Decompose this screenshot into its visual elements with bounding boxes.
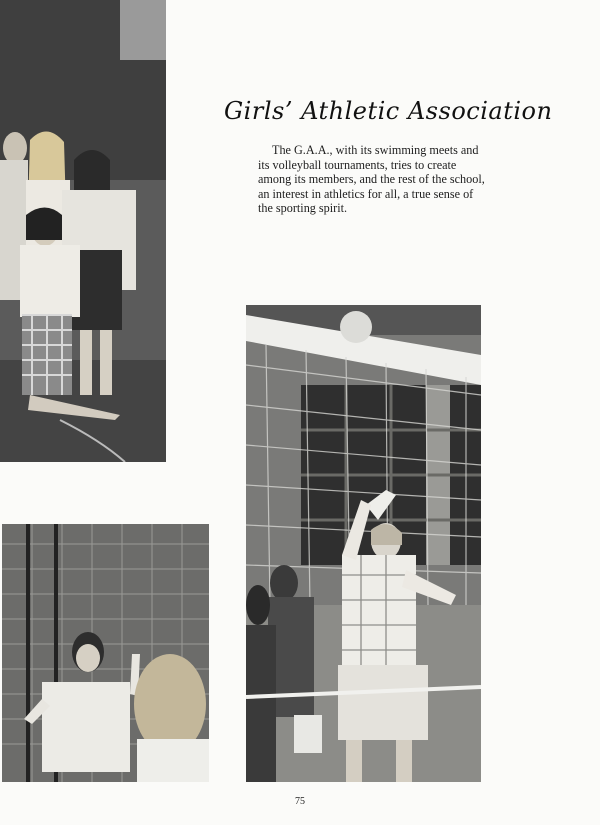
photo-girls-at-net bbox=[2, 524, 209, 782]
page-number: 75 bbox=[295, 796, 305, 807]
page-title: Girls’ Athletic Association bbox=[224, 97, 553, 125]
photo-group-of-girls bbox=[0, 0, 166, 462]
caption-paragraph: The G.A.A., with its swimming meets and its volleyball tournaments, tries to create among its members, and the rest of the school, an interest in athletics for all, a true sense of the sporting spirit. bbox=[258, 143, 485, 216]
photo-volleyball-player-jumping bbox=[246, 305, 481, 782]
